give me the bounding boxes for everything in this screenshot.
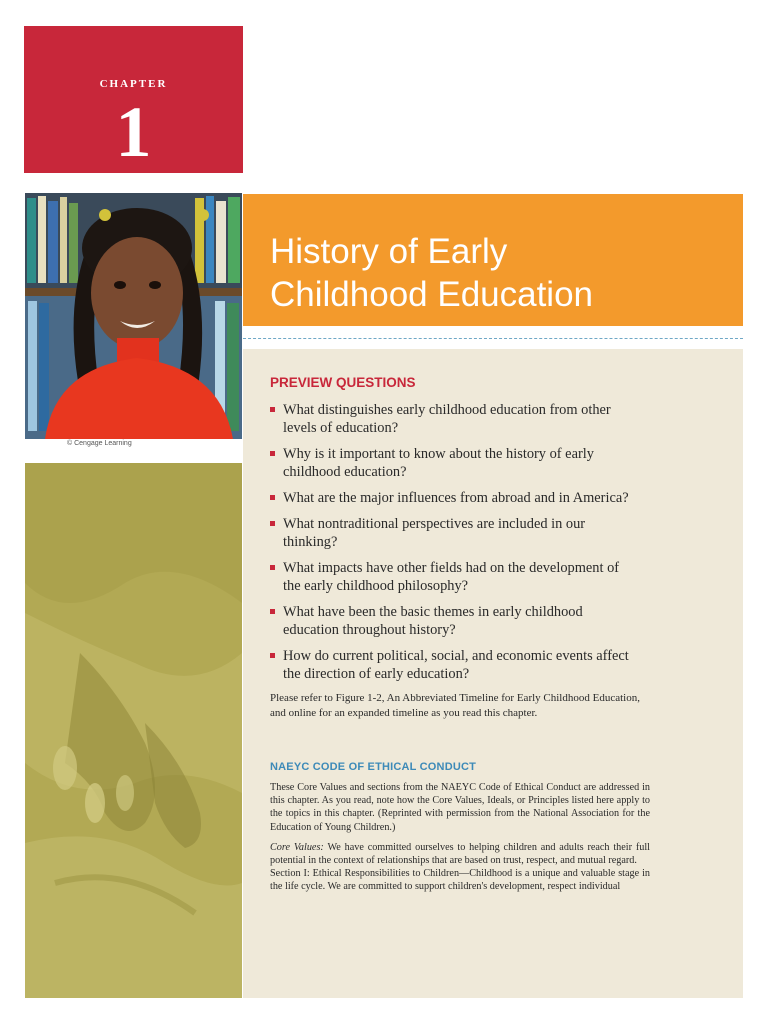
list-item — [270, 401, 640, 437]
chapter-title-line1: History of Early — [270, 232, 508, 271]
section-one-paragraph: Section I: Ethical Responsibilities to Children—Childhood is a unique and valuable stage in the life cycle. We are committed to support children's development, respect individual — [270, 868, 650, 893]
question-text: What are the major influences from abroad and in America? — [283, 490, 629, 506]
list-item — [270, 647, 640, 683]
preview-questions-list — [270, 401, 640, 691]
question-text: What distinguishes early childhood education from other levels of education? — [283, 402, 611, 436]
bullet-square-icon — [270, 407, 275, 412]
list-item — [270, 489, 640, 507]
naeyc-heading: NAEYC CODE OF ETHICAL CONDUCT — [270, 761, 477, 773]
question-text: What have been the basic themes in early childhood education throughout history? — [283, 604, 583, 638]
chapter-title — [270, 230, 593, 316]
main-panel — [243, 349, 743, 998]
list-item — [270, 515, 640, 551]
naeyc-intro: These Core Values and sections from the NAEYC Code of Ethical Conduct are addressed in this chapter. As you read, note how the Core Values, Ideals, or Principles listed here apply to the topics in this chapter. (Reprinted with permission from the National Association for the Education of Young Children.) — [270, 782, 650, 833]
chapter-label: CHAPTER — [99, 78, 168, 90]
core-values-text: We have committed ourselves to helping children and adults reach their full potential in the context of relationships that are based on trust, respect, and mutual regard. — [270, 841, 650, 867]
hands-illustration — [25, 463, 242, 998]
bullet-square-icon — [270, 451, 275, 456]
bullet-square-icon — [270, 565, 275, 570]
bullet-square-icon — [270, 609, 275, 614]
timeline-reference: Please refer to Figure 1-2, An Abbreviated Timeline for Early Childhood Education, and online for an expanded timeline as you read this chapter. — [270, 692, 640, 719]
question-text: Why is it important to know about the history of early childhood education? — [283, 446, 594, 480]
photo-credit: © Cengage Learning — [67, 440, 132, 447]
naeyc-body — [270, 781, 650, 894]
core-values-paragraph — [270, 841, 650, 867]
hands-photo — [25, 463, 242, 998]
question-text: What impacts have other fields had on the development of the early childhood philosophy? — [283, 560, 620, 594]
chapter-number: 1 — [115, 92, 152, 172]
dashed-divider — [243, 338, 743, 339]
bullet-square-icon — [270, 521, 275, 526]
child-illustration — [25, 193, 242, 439]
list-item — [270, 445, 640, 481]
child-photo — [25, 193, 242, 439]
bullet-square-icon — [270, 495, 275, 500]
chapter-box — [24, 26, 243, 173]
bullet-square-icon — [270, 653, 275, 658]
core-values-label: Core Values: — [270, 841, 324, 853]
list-item — [270, 559, 640, 595]
title-band — [243, 194, 743, 326]
list-item — [270, 603, 640, 639]
chapter-title-line2: Childhood Education — [270, 275, 594, 314]
question-text: What nontraditional perspectives are included in our thinking? — [283, 516, 586, 550]
question-text: How do current political, social, and economic events affect the direction of early education? — [283, 648, 629, 682]
preview-questions-heading: PREVIEW QUESTIONS — [270, 375, 416, 390]
